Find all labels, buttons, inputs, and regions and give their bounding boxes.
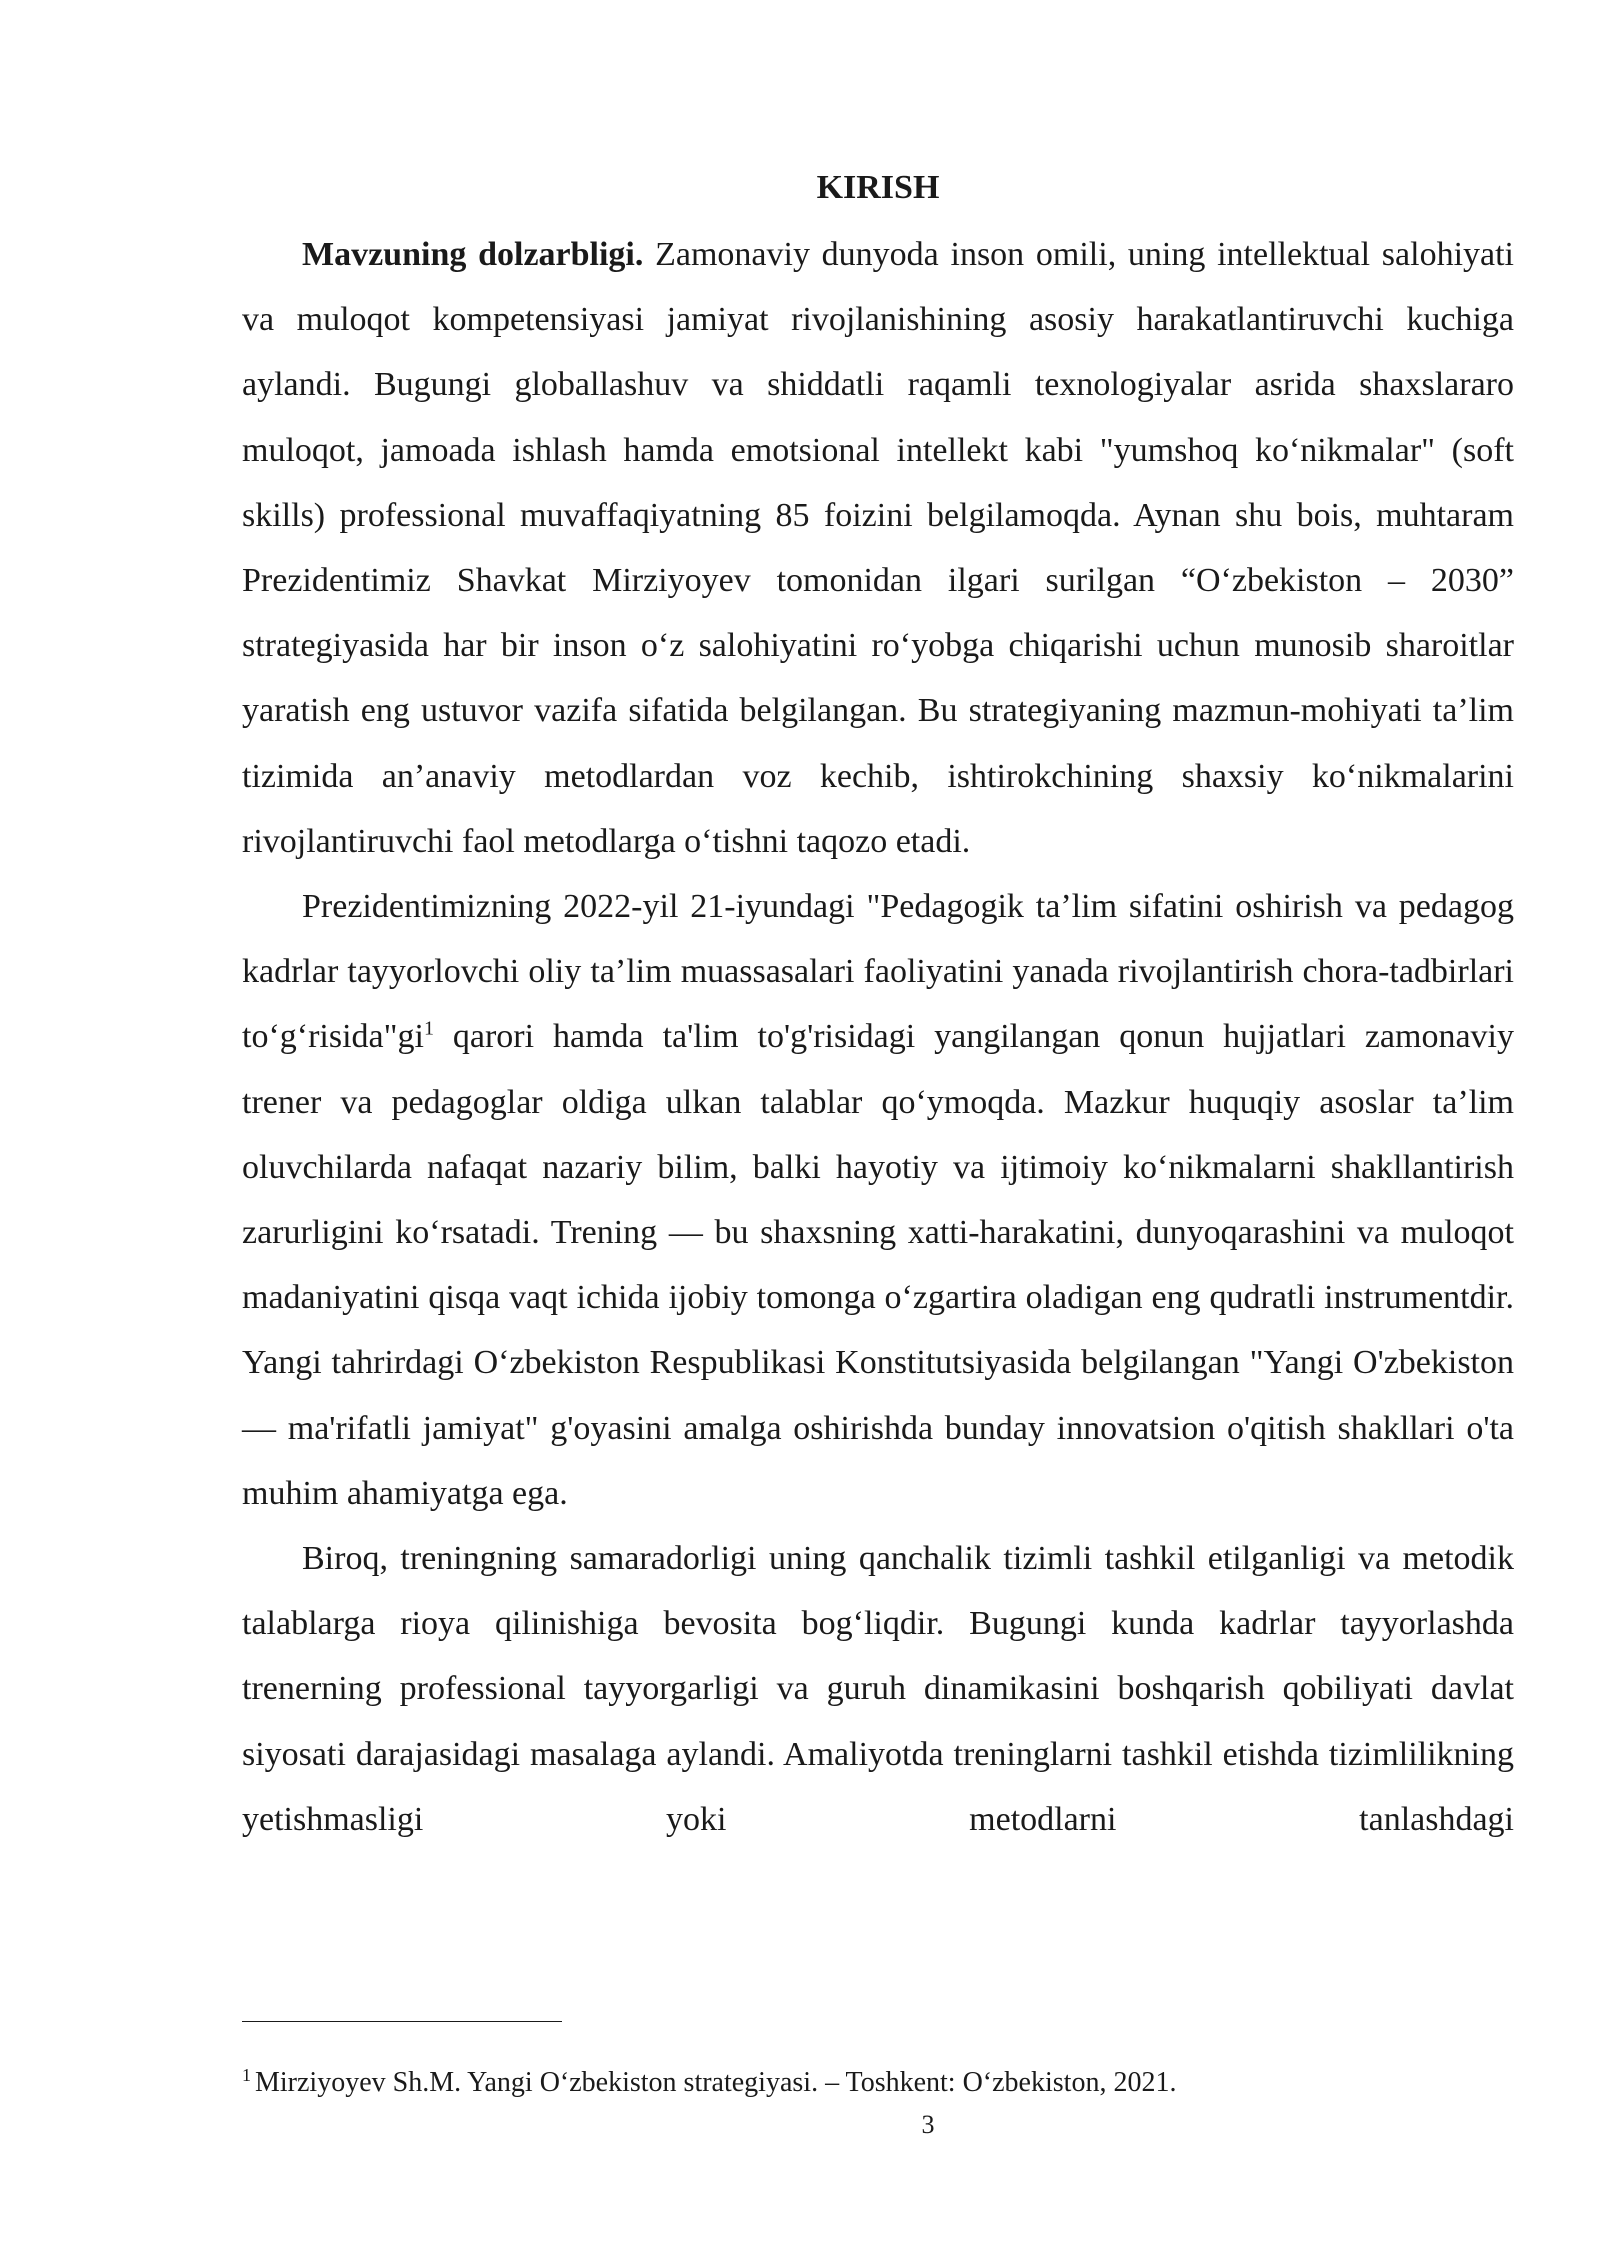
paragraph-text: qarori hamda ta'lim to'g'risidagi yangilangan qonun hujjatlari zamonaviy trener va pedagoglar oldiga ulkan talablar qoʻymoqda. Mazkur huquqiy asoslar ta’lim oluvchilarda nafaqat nazariy bilim, balki hayotiy va ijtimoiy koʻnikmalarni shakllantirish zarurligini koʻrsatadi. Trening — bu shaxsning xatti-harakatini, dunyoqarashini va muloqot madaniyatini qisqa vaqt ichida ijobiy tomonga oʻzgartira oladigan eng qudratli instrumentdir. Yangi tahrirdagi Oʻzbekiston Respublikasi Konstitutsiyasida belgilangan "Yangi O'zbekiston — ma'rifatli jamiyat" g'oyasini amalga oshirishda bunday innovatsion o'qitish shakllari o'ta muhim ahamiyatga ega.	[242, 1018, 1514, 1512]
footnote-text: Mirziyoyev Sh.M. Yangi Oʻzbekiston strategiyasi. – Toshkent: Oʻzbekiston, 2021.	[255, 2067, 1177, 2098]
paragraph-legal-basis	[242, 874, 1514, 1526]
paragraph-text: Biroq, treningning samaradorligi uning qanchalik tizimli tashkil etilganligi va metodik talablarga rioya qilinishiga bevosita bogʻliqdir. Bugungi kunda kadrlar tayyorlashda trenerning professional tayyorgarligi va guruh dinamikasini boshqarish qobiliyati davlat siyosati darajasidagi masalaga aylandi. Amaliyotda treninglarni tashkil etishda tizimlilikning yetishmasligi yoki metodlarni tanlashdagi	[242, 1540, 1514, 1838]
footnote-separator	[242, 2021, 562, 2022]
paragraph-lead: Mavzuning dolzarbligi.	[302, 236, 644, 273]
footnote-number: 1	[242, 2064, 251, 2085]
paragraph-relevance	[242, 222, 1514, 874]
footnote-reference[interactable]: 1	[423, 1018, 434, 1041]
body-text	[242, 222, 1514, 1852]
paragraph-problem	[242, 1526, 1514, 1852]
paragraph-text: Zamonaviy dunyoda inson omili, uning intellektual salohiyati va muloqot kompetensiyasi jamiyat rivojlanishining asosiy harakatlantiruvchi kuchiga aylandi. Bugungi globallashuv va shiddatli raqamli texnologiyalar asrida shaxslararo muloqot, jamoada ishlash hamda emotsional intellekt kabi "yumshoq koʻnikmalar" (soft skills) professional muvaffaqiyatning 85 foizini belgilamoqda. Aynan shu bois, muhtaram Prezidentimiz Shavkat Mirziyoyev tomonidan ilgari surilgan “Oʻzbekiston – 2030” strategiyasida har bir inson oʻz salohiyatini roʻyobga chiqarishi uchun munosib sharoitlar yaratish eng ustuvor vazifa sifatida belgilangan. Bu strategiyaning mazmun-mohiyati ta’lim tizimida an’anaviy metodlardan voz kechib, ishtirokchining shaxsiy koʻnikmalarini rivojlantiruvchi faol metodlarga oʻtishni taqozo etadi.	[242, 236, 1514, 860]
page-number: 3	[921, 2110, 935, 2139]
footnote	[242, 2066, 1514, 2100]
section-heading: KIRISH	[816, 169, 940, 206]
paragraph-text: Prezidentimizning 2022-yil 21-iyundagi "Pedagogik ta’lim sifatini oshirish va pedagog kadrlar tayyorlovchi oliy ta’lim muassasalari faoliyatini yanada rivojlantirish chora-tadbirlari toʻgʻrisida"gi	[242, 888, 1514, 1056]
